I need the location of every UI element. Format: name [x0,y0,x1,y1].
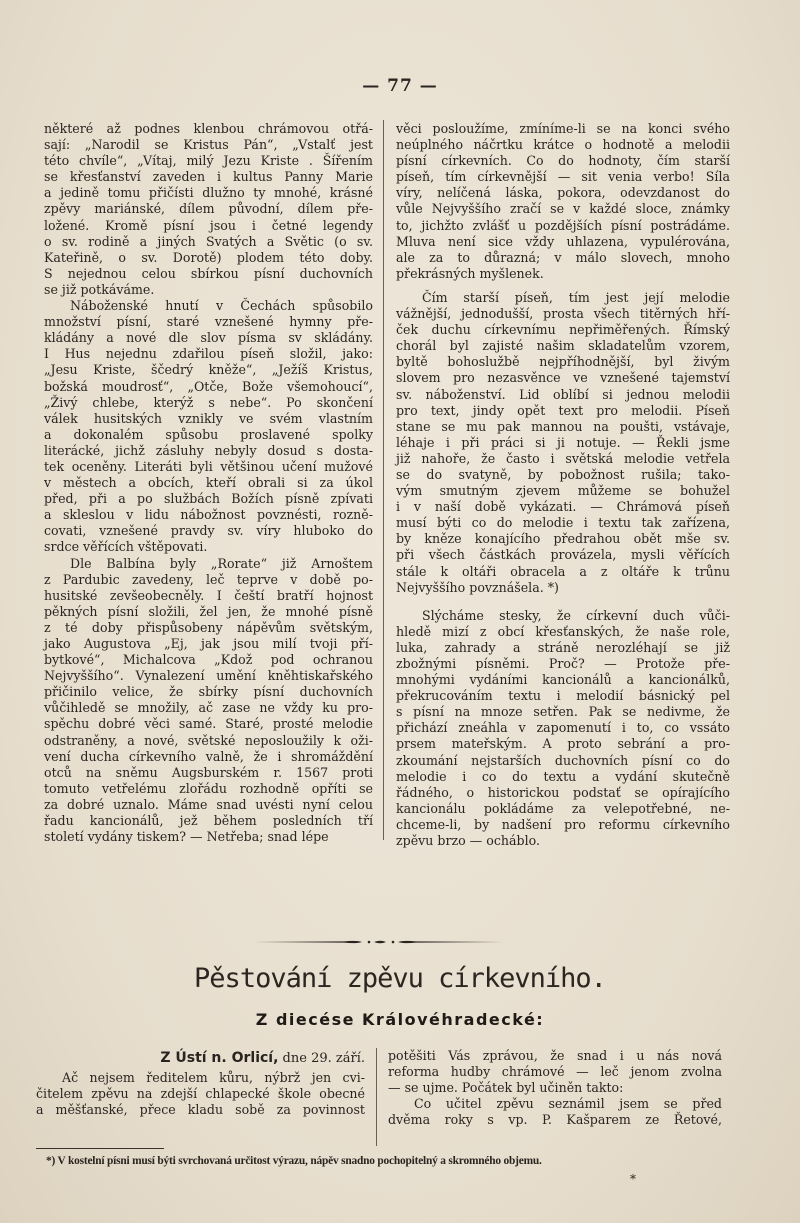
text-line: řádného, o historickou podstať se opírajícího [396,784,730,800]
paragraph-1 [44,121,373,298]
text-line: století vydány tiskem? — Netřeba; snad lépe [44,829,329,845]
text-line: v městech a obcích, kteří obrali si za úkol [44,475,373,491]
text-line: stále k oltáři obracela a z oltáře k trůnu [396,563,730,579]
text-line: Dle Balbína byly „Rorate“ již Arnoštem [70,555,373,571]
signature-mark: * [630,1172,636,1186]
text-line: z té doby přispůsobeny nápěvům světským, [44,619,373,635]
text-line: tomuto vetřelému zlořádu rozhodně opříti se [44,780,373,796]
column-divider [383,120,384,840]
paragraph-6 [396,608,730,849]
text-line: zbožnými písněmi. Proč? — Protože pře- [396,656,730,671]
dateline-place: Z Ústí n. Orlicí, [160,1050,279,1066]
text-line: I Hus nejednu zdařilou píseň složil, jako: [44,346,373,362]
text-line: to, jichžto zvlášť u pozdějších písní postrádáme. [396,217,730,233]
text-line: překrucováním textu i melodií básnický pel [396,688,730,704]
text-line: zpěvu brzo — ocháblo. [396,833,540,849]
text-line: luka, zahrady a stráně nerozléhají se již [396,639,730,655]
footnote: *) V kostelní písni musí býti svrchovaná určitost výrazu, nápěv snadno pochopitelný a skromného objemu. [46,1155,542,1167]
text-line: se do svatyně, by pobožnost rušila; tako- [396,466,730,482]
text-line: ček duchu církevnímu nepřiměřených. Římský [396,322,730,338]
text-line: musí býti co do melodie i textu tak zařízena, [396,515,730,531]
text-line: — se ujme. Počátek byl učiněn takto: [388,1080,624,1096]
text-line: sv. náboženství. Lid oblíbí si jednou melodii [396,386,730,402]
text-line: množství písní, staré vznešené hymny pře- [44,314,373,330]
text-line: vůle Nejvyššího zračí se v každé sloce, známky [396,201,730,217]
text-line: se již potkáváme. [44,281,155,297]
text-line: kládány a nové dle slov písma sv skládány. [44,330,373,346]
section-left-column [36,1070,365,1118]
text-line: víry, nelíčená láska, pokora, odevzdanost do [396,185,730,201]
text-line: léhaje i při práci si ji notuje. — Řekli jsme [396,434,730,450]
text-line: neúplného náčrtku krátce o hodnotě a melodii [396,137,730,153]
text-line: sají: „Narodil se Kristus Pán“, „Vstalť jest [44,137,373,153]
text-line: Kateřině, o sv. Dorotě) plodem této doby. [44,249,373,265]
section-right-column [388,1048,722,1128]
right-column [396,121,730,849]
text-line: válek husitských vznikly ve svém vlastním [44,410,373,426]
text-line: Co učitel zpěvu seznámil jsem se před [414,1096,722,1112]
text-line: a měšťanské, přece kladu sobě za povinnost [36,1102,365,1118]
text-line: Ač nejsem ředitelem kůru, nýbrž jen cvi- [62,1070,365,1085]
text-line: při všech částkách provázela, mysli věřících [396,547,730,563]
text-line: literácké, jichž zásluhy nebyly dosud s dosta- [44,442,373,458]
text-line: řadu kancionálů, jež během posledních tří [44,813,373,829]
text-line: zpěvy mariánské, dílem původní, dílem pře- [44,201,373,217]
dateline-date: dne 29. září. [278,1051,365,1066]
text-line: chceme-li, by nadšení pro reformu církevního [396,816,730,832]
paragraph-3 [44,556,373,846]
text-line: by kněze konajícího předrahou obět mše sv. [396,531,730,547]
text-line: o sv. rodině a jiných Svatých a Světic (o sv. [44,233,373,249]
text-line: slovem pro nezasvěnce ve vznešené tajemství [396,370,730,386]
text-line: a jedině tomu přičísti dlužno ty mnohé, krásné [44,185,373,201]
footnote-rule [36,1148,164,1149]
text-line: spěchu dobré věci samé. Staré, prosté melodie [44,716,373,732]
text-line: přichází zneáhla v zapomenutí i to, co vssáto [396,720,730,736]
text-line: překrásných myšlenek. [396,265,544,281]
text-line: kancionálu pokládáme za velepotřebné, ne- [396,800,730,816]
text-line: se křesťanství zaveden i kultus Panny Marie [44,169,373,185]
text-line: Mluva není sice vždy uhlazena, vypulérována, [396,233,730,249]
page-number: — 77 — [362,76,438,96]
text-line: jako Augustova „Ej, jak jsou milí tvoji pří- [44,636,373,651]
text-line: Slýcháme stesky, že církevní duch vůči- [422,607,730,623]
text-line: srdce věřících vštěpovati. [44,539,208,555]
text-line: a dokonalém spůsobu proslavené spolky [44,426,373,442]
text-line: potěšiti Vás zprávou, že snad i u nás nová [388,1048,722,1063]
text-line: melodie i co do textu a vydání skutečně [396,768,730,784]
text-line: a skleslou v lidu nábožnost povznésti, rozně- [44,507,373,523]
text-line: chorál byl zajisté našim skladatelům vzorem, [396,338,730,354]
text-line: věci posloužíme, zmíníme-li se na konci svého [396,121,730,136]
text-line: ložené. Kromě písní jsou i četné legendy [44,217,373,233]
text-line: prsem mateřským. A proto sebrání a pro- [396,736,730,752]
section-subtitle: Z diecése Královéhradecké: [255,1010,545,1029]
text-line: vážnější, jednodušší, prosta všech titěrných hří- [396,306,730,322]
text-line: reforma hudby chrámové — leč jenom zvolna [388,1064,722,1080]
section-ornament [248,937,504,947]
text-line: písní církevních. Co do hodnoty, čím starší [396,153,730,169]
text-line: i v naší době vykázati. — Chrámová píseň [396,499,730,515]
text-line: zkoumání nejstarších duchovních písní co do [396,752,730,768]
paragraph-5 [396,290,730,596]
text-line: covati, vznešené pravdy sv. víry hluboko do [44,523,373,539]
text-line: Čím starší píseň, tím jest její melodie [422,289,730,305]
section-column-divider [376,1048,377,1146]
text-line: pro text, jindy opět text pro melodii. Píseň [396,402,730,418]
text-line: otců na sněmu Augsburském r. 1567 proti [44,764,373,780]
text-line: píseň, tím církevnější — sit venia verbo! Síla [396,169,730,185]
text-line: S nejednou celou sbírkou písní duchovních [44,265,373,281]
text-line: husitské zevšeobecněly. I čeští bratří hojnost [44,587,373,603]
text-line: mnohými vydáními kancionálů a kancionálků, [396,672,730,688]
text-line: s písní na mnoze setřen. Pak se nedivme, že [396,704,730,720]
text-line: „Živý chlebe, kterýž s nebe“. Po skončení [44,394,373,410]
text-line: za dobré uznalo. Máme snad uvésti nyní celou [44,796,373,812]
text-line: „Jesu Kriste, ščedrý kněže“, „Ježíš Kristus, [44,362,373,378]
paragraph-4 [396,121,730,282]
text-line: přičinilo velice, že sbírky písní duchovních [44,684,373,700]
text-line: ale za to důrazná; v málo slovech, mnoho [396,249,730,265]
text-line: Náboženské hnutí v Čechách spůsobilo [70,298,373,314]
section-title: Pěstování zpěvu církevního. [194,963,606,994]
text-line: bytkové“, Michalcova „Kdož pod ochranou [44,652,373,668]
text-line: vůčihledě se množily, ač zase ne vždy ku pro- [44,700,373,716]
dateline [36,1050,365,1066]
text-line: vým smutným zjevem můžeme se bohužel [396,483,730,499]
text-line: odstraněny, a nové, světské neposloužily k oži- [44,732,373,748]
text-line: dvěma roky s vp. P. Kašparem ze Řetové, [388,1112,722,1128]
text-line: tek oceněny. Literáti byli většinou učení mužové [44,458,373,474]
left-column [44,121,373,845]
text-line: některé až podnes klenbou chrámovou otřá- [44,121,373,136]
text-line: již nahoře, že často i světská melodie vetřela [396,450,730,466]
text-line: pěkných písní složili, žel jen, že mnohé písně [44,603,373,619]
text-line: vení ducha církevního valně, že i shromáždění [44,748,373,764]
text-line: stane se mu pak mannou na poušti, vstávaje, [396,418,730,434]
text-line: hledě mizí z obcí křesťanských, že naše role, [396,623,730,639]
text-line: z Pardubic zavedeny, leč teprve v době po- [44,571,373,587]
text-line: čitelem zpěvu na zdejší chlapecké škole obecné [36,1086,365,1102]
text-line: této chvíle“, „Vítaj, milý Jezu Kriste . Šířením [44,153,373,169]
text-line: byltě bohoslužbě nejpříhodnější, byl živým [396,354,730,370]
paragraph-2 [44,298,373,556]
text-line: před, při a po službách Božích písně zpívati [44,491,373,507]
text-line: božská moudrosť“, „Otče, Bože všemohoucí“, [44,378,373,394]
text-line: Nejvyššího povznášela. *) [396,579,559,595]
text-line: Nejvyššího“. Vynalezení umění kněhtiskařského [44,668,373,684]
